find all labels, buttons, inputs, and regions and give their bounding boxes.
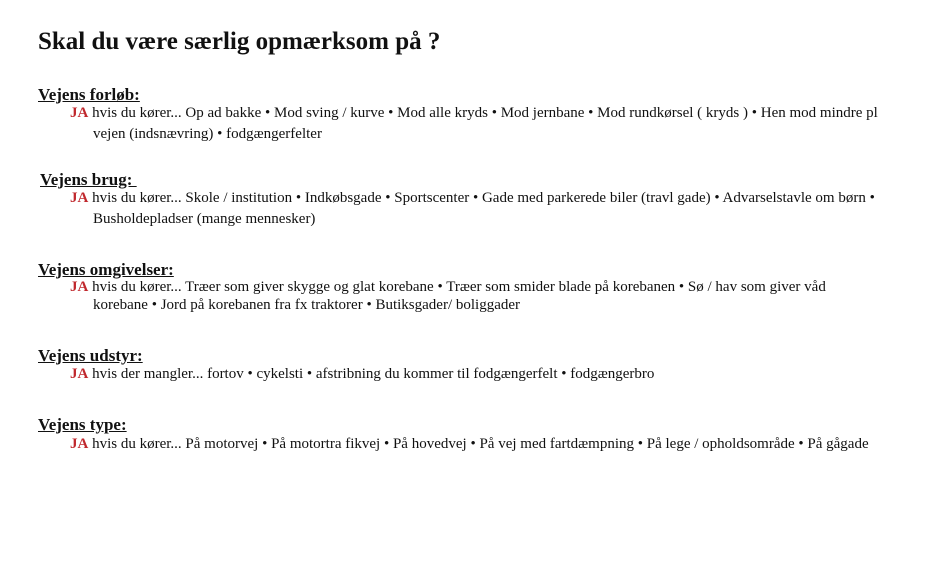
- section-line-2: vejen (indsnævring) • fodgængerfelter: [93, 126, 322, 142]
- section-line-1: [70, 366, 654, 383]
- section-text-1: hvis der mangler... fortov • cykelsti • afstribning du kommer til fodgængerfelt • fodgængerbro: [88, 366, 655, 382]
- section-line-2: korebane • Jord på korebanen fra fx traktorer • Butiksgader/ boliggader: [93, 297, 521, 313]
- ja-label: JA: [70, 279, 89, 295]
- section-heading: Vejens udstyr:: [38, 346, 143, 365]
- section-line-1: [70, 436, 869, 453]
- section-line-2: Busholdepladser (mange mennesker): [93, 211, 316, 227]
- section-text-1: hvis du kører... Op ad bakke • Mod sving / kurve • Mod alle kryds • Mod jernbane • Mod rundkørsel ( kryds ) • Hen mod mindre pl: [88, 105, 878, 121]
- section-text-1: hvis du kører... Skole / institution • Indkøbsgade • Sportscenter • Gade med parkerede biler (travl gade) • Advarselstavle om børn •: [88, 190, 875, 206]
- section-heading: Vejens forløb:: [38, 85, 140, 104]
- section-line-1: [70, 279, 826, 296]
- page-title: Skal du være særlig opmærksom på ?: [38, 28, 441, 55]
- section-line-1: [70, 105, 878, 122]
- ja-label: JA: [70, 105, 89, 121]
- section-text-1: hvis du kører... Træer som giver skygge og glat korebane • Træer som smider blade på korebanen • Sø / hav som giver våd: [88, 279, 826, 295]
- ja-label: JA: [70, 366, 89, 382]
- section-heading: Vejens type:: [38, 415, 127, 434]
- section-heading: Vejens omgivelser:: [38, 260, 174, 279]
- section-text-1: hvis du kører... På motorvej • På motortra fikvej • På hovedvej • På vej med fartdæmpning • På lege / opholdsområde • På gågade: [88, 436, 869, 452]
- section-heading: Vejens brug:: [40, 170, 137, 189]
- ja-label: JA: [70, 436, 89, 452]
- ja-label: JA: [70, 190, 89, 206]
- section-line-1: [70, 190, 875, 207]
